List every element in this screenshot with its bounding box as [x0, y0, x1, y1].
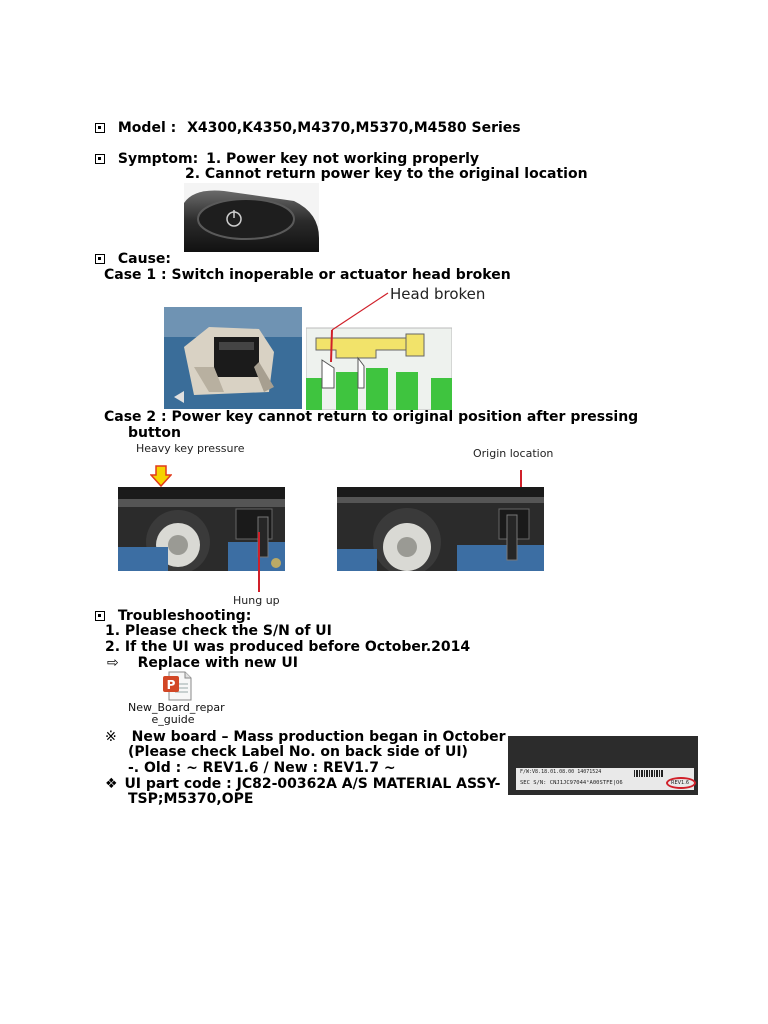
switch-photo: [164, 307, 302, 409]
replace-text: Replace with new UI: [137, 655, 298, 671]
switch-diagram: [306, 288, 452, 410]
attachment-label: New_Board_repar e_guide: [128, 701, 225, 726]
case2-text: Case 2 : Power key cannot return to original position after pressing: [104, 409, 639, 425]
power-key-photo: [184, 183, 319, 252]
square-bullet-icon: [95, 123, 105, 133]
troubleshooting-line: [95, 608, 251, 624]
ppt-file-icon: [161, 670, 193, 702]
square-bullet-icon: [95, 254, 105, 264]
note-mark-icon: ※: [105, 729, 117, 745]
model-label: Model :: [117, 120, 177, 136]
symptom-label: Symptom:: [117, 151, 199, 167]
diamond-bullet-icon: ❖: [105, 776, 118, 792]
hung-up-label: Hung up: [233, 594, 280, 607]
label-photo: [508, 736, 698, 795]
symptom-line: [95, 151, 479, 167]
case1-text: Case 1 : Switch inoperable or actuator head broken: [104, 267, 511, 283]
troubleshooting-label: Troubleshooting:: [117, 608, 252, 624]
step-1: 1. Please check the S/N of UI: [105, 623, 332, 639]
serial-text: SEC S/N: CNJ1JC97044¹A00STFE|O6: [520, 780, 623, 786]
serial-label: [516, 768, 694, 790]
svg-text:P: P: [166, 678, 176, 692]
part-code-cont: TSP;M5370,OPE: [128, 791, 254, 807]
origin-location-photo: [337, 487, 544, 571]
down-arrow-icon: [150, 465, 172, 487]
cause-line: [95, 251, 171, 267]
model-value: X4300,K4350,M4370,M5370,M4580 Series: [187, 120, 521, 136]
step-2: 2. If the UI was produced before October.2014: [105, 639, 471, 655]
replace-line: [107, 655, 298, 671]
cause-label: Cause:: [117, 251, 171, 267]
rev-text: REV1.6: [671, 780, 690, 786]
square-bullet-icon: [95, 154, 105, 164]
model-line: [95, 120, 521, 136]
part-code-line: ❖ UI part code : JC82-00362A A/S MATERIAL ASSY-: [105, 776, 501, 792]
case2-text-cont: button: [128, 425, 181, 441]
heavy-pressure-label: Heavy key pressure: [136, 442, 245, 455]
note-line-1: ※ New board – Mass production began in October: [105, 729, 506, 745]
firmware-text: F/W:V8.18.01.08.00 14071524: [520, 769, 602, 775]
hung-up-pointer: [258, 532, 260, 592]
note-line-3: -. Old : ~ REV1.6 / New : REV1.7 ~: [128, 760, 396, 776]
note-line-2: (Please check Label No. on back side of UI): [128, 744, 468, 760]
origin-location-label: Origin location: [473, 447, 554, 460]
head-broken-callout: Head broken: [390, 285, 486, 303]
symptom-item-1: 1. Power key not working properly: [206, 151, 479, 167]
right-arrow-icon: ⇨: [107, 655, 119, 671]
square-bullet-icon: [95, 611, 105, 621]
symptom-item-2: 2. Cannot return power key to the original location: [185, 166, 588, 182]
barcode: [634, 770, 664, 777]
ppt-attachment[interactable]: [128, 670, 225, 730]
